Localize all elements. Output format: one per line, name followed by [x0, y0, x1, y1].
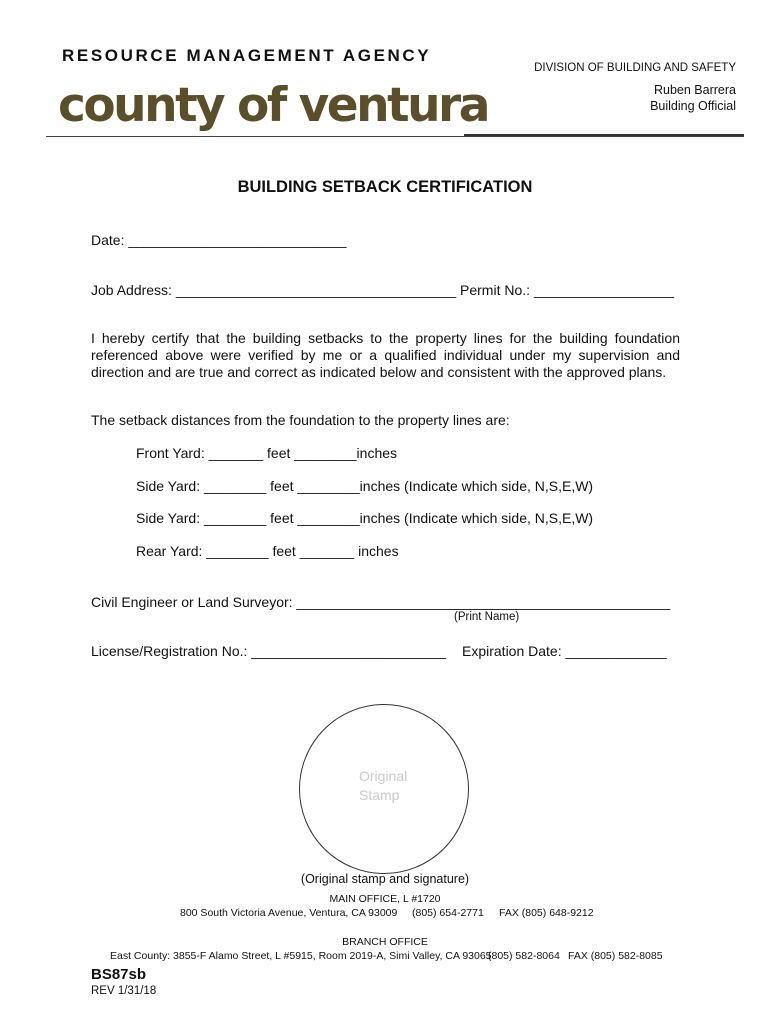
job-address-permit-field[interactable]: Job Address: ____________________________________ Permit No.: __________________ — [91, 282, 675, 298]
stamp-placeholder — [359, 767, 407, 805]
header-divider-accent — [464, 134, 744, 136]
license-number-field[interactable]: License/Registration No.: _________________________ — [91, 643, 446, 659]
main-office-phone: (805) 654-2771 — [412, 907, 484, 919]
engineer-name-field[interactable]: Civil Engineer or Land Surveyor: ________________________________________________ — [91, 594, 671, 610]
header-divider — [46, 136, 744, 137]
official-title: Building Official — [650, 99, 736, 113]
certification-paragraph: I hereby certify that the building setbacks to the property lines for the building foundation referenced above were verified by me or a qualified individual under my supervision and direction and are true and correct as indicated below and consistent with the approved plans. — [91, 330, 680, 380]
rear-yard-field[interactable]: Rear Yard: ________ feet _______ inches — [136, 543, 399, 559]
stamp-caption: (Original stamp and signature) — [300, 872, 470, 886]
county-logo: county of ventura — [58, 78, 488, 133]
form-id: BS87sb — [91, 966, 147, 983]
main-office-address: 800 South Victoria Avenue, Ventura, CA 93009 — [180, 907, 398, 919]
document-title: BUILDING SETBACK CERTIFICATION — [237, 178, 533, 196]
branch-office-title: BRANCH OFFICE — [342, 936, 428, 948]
agency-name: RESOURCE MANAGEMENT AGENCY — [62, 46, 432, 65]
official-name: Ruben Barrera — [654, 83, 736, 97]
date-field[interactable]: Date: ____________________________ — [91, 232, 347, 248]
main-office-title: MAIN OFFICE, L #1720 — [329, 893, 441, 905]
front-yard-field[interactable]: Front Yard: _______ feet ________inches — [136, 445, 398, 461]
setback-intro: The setback distances from the foundation to the property lines are: — [91, 412, 510, 428]
side-yard-field-2[interactable]: Side Yard: ________ feet ________inches (Indicate which side, N,S,E,W) — [136, 510, 594, 526]
branch-office-fax: FAX (805) 582-8085 — [568, 950, 663, 962]
stamp-placeholder-line2: Stamp — [359, 787, 400, 803]
division-name: DIVISION OF BUILDING AND SAFETY — [534, 62, 736, 74]
branch-office-phone: (805) 582-8064 — [488, 950, 560, 962]
stamp-placeholder-line1: Original — [359, 768, 408, 784]
revision-date: REV 1/31/18 — [91, 985, 157, 997]
print-name-caption: (Print Name) — [454, 611, 520, 623]
main-office-fax: FAX (805) 648-9212 — [499, 907, 594, 919]
branch-office-address: East County: 3855-F Alamo Street, L #5915, Room 2019-A, Simi Valley, CA 93065 — [110, 950, 492, 962]
side-yard-field-1[interactable]: Side Yard: ________ feet ________inches (Indicate which side, N,S,E,W) — [136, 478, 594, 494]
expiration-date-field[interactable]: Expiration Date: _____________ — [462, 643, 667, 659]
building-official — [650, 82, 736, 114]
